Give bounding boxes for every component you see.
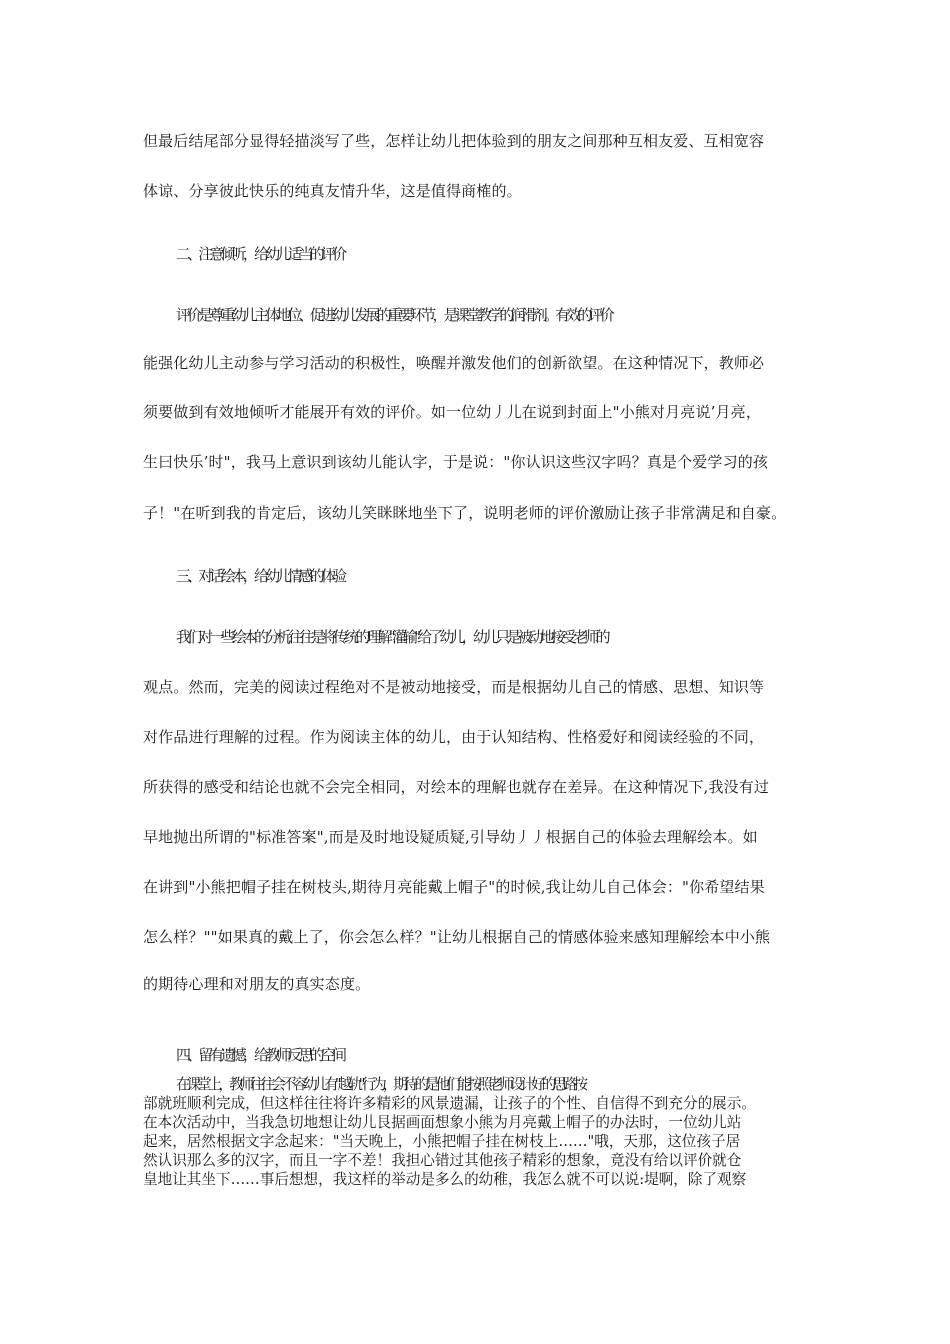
paragraph-3-line-7: 怎么样？""如果真的戴上了，你会怎么样？"让幼儿根据自己的情感体验来感知理解绘本中小熊 [143, 928, 771, 946]
paragraph-4-line-6: 皇地让其坐下……事后想想，我这样的举动是多么的幼稚，我怎么就不可以说:堤啊，除了观察 [143, 1171, 747, 1188]
paragraph-2-line-5: 子！"在听到我的肯定后，该幼儿笑眯眯地坐下了，说明老师的评价激励让孩子非常满足和自豪。 [143, 504, 787, 522]
paragraph-4-line-5: 然认识那么多的汉字，而且一字不差！我担心错过其他孩子精彩的想象，竟没有给以评价就仓 [143, 1152, 742, 1169]
section-heading-3: 三、对话绘本，给幼儿情感的体验 [176, 567, 344, 585]
paragraph-2-line-4: 生曰快乐’时"，我马上意识到该幼儿能认字，于是说："你认识这些汉字吗？真是个爱学习的孩 [143, 453, 769, 471]
paragraph-4-line-2: 部就班顺利完成，但这样往往将许多精彩的风景遗漏，让孩子的个性、自信得不到充分的展示。 [143, 1095, 756, 1112]
paragraph-4-line-3: 在本次活动中，当我急切地想让幼儿艮据画面想象小熊为月亮戴上帽子的办法时，一位幼儿站 [143, 1114, 742, 1131]
paragraph-3-line-4: 所获得的感受和结论也就不会完全相同，对绘本的理解也就存在差异。在这种情况下,我没有过 [143, 778, 770, 796]
paragraph-3-line-6: 在讲到"小熊把帽子挂在树枝头,期待月亮能戴上帽子"的时候,我让幼儿自己体会："你希望结果 [143, 878, 765, 896]
paragraph-3-line-2: 观点。然而，完美的阅读过程绝对不是被动地接受，而是根据幼儿自己的情感、思想、知识等 [143, 678, 765, 696]
paragraph-3-line-5: 早地抛出所谓的"标准答案",而是及时地设疑质疑,引导幼丿丿根据自己的体验去理解绘本。如 [143, 828, 758, 846]
paragraph-4-line-4: 起来，居然根据文字念起来："当天晚上，小熊把帽子挂在树枝上……"哦，天那，这位孩子居 [143, 1133, 741, 1150]
paragraph-1-line-1: 但最后结尾部分显得轻描淡写了些，怎样让幼儿把体验到的朋友之间那种互相友爱、互相宽容 [143, 132, 765, 150]
paragraph-3-line-1: 我们对一些绘本的分析,往往是将传统的理解"灌输"给了幼儿，幼儿只是被动地接受老师的 [176, 628, 607, 646]
section-heading-4: 四、留有遗憾，给教师反思的空间 [176, 1046, 344, 1064]
paragraph-2-line-1: 评价是尊重幼儿主体地位、促进幼儿发展的重要环节，是课堂教学的润滑剂。有效的评价 [176, 306, 611, 324]
section-heading-2: 二、注意倾听，给幼儿适当的评价 [176, 245, 344, 263]
paragraph-2-line-2: 能强化幼儿主动参与学习活动的积极性，唤醒并激发他们的创新欲望。在这种情况下，教师必 [143, 354, 765, 372]
paragraph-3-line-3: 对作品进行理解的过程。作为阅读主体的幼儿，由于认知结构、性格爱好和阅读经验的不同， [143, 728, 765, 746]
paragraph-3-line-8: 的期待心理和对朋友的真实态度。 [143, 975, 371, 993]
paragraph-4-line-1: 在课堂上，教师往往会不容幼儿有"越轨"行为，期待的是他们能按照老师设计好的思路按 [176, 1076, 584, 1093]
paragraph-2-line-3: 须要做到有效地倾听才能展开有效的评价。如一位幼丿儿在说到封面上"小熊对月亮说’月亮， [143, 403, 761, 421]
paragraph-1-line-2: 体谅、分享彼此快乐的纯真友情升华，这是值得商榷的。 [143, 182, 522, 200]
